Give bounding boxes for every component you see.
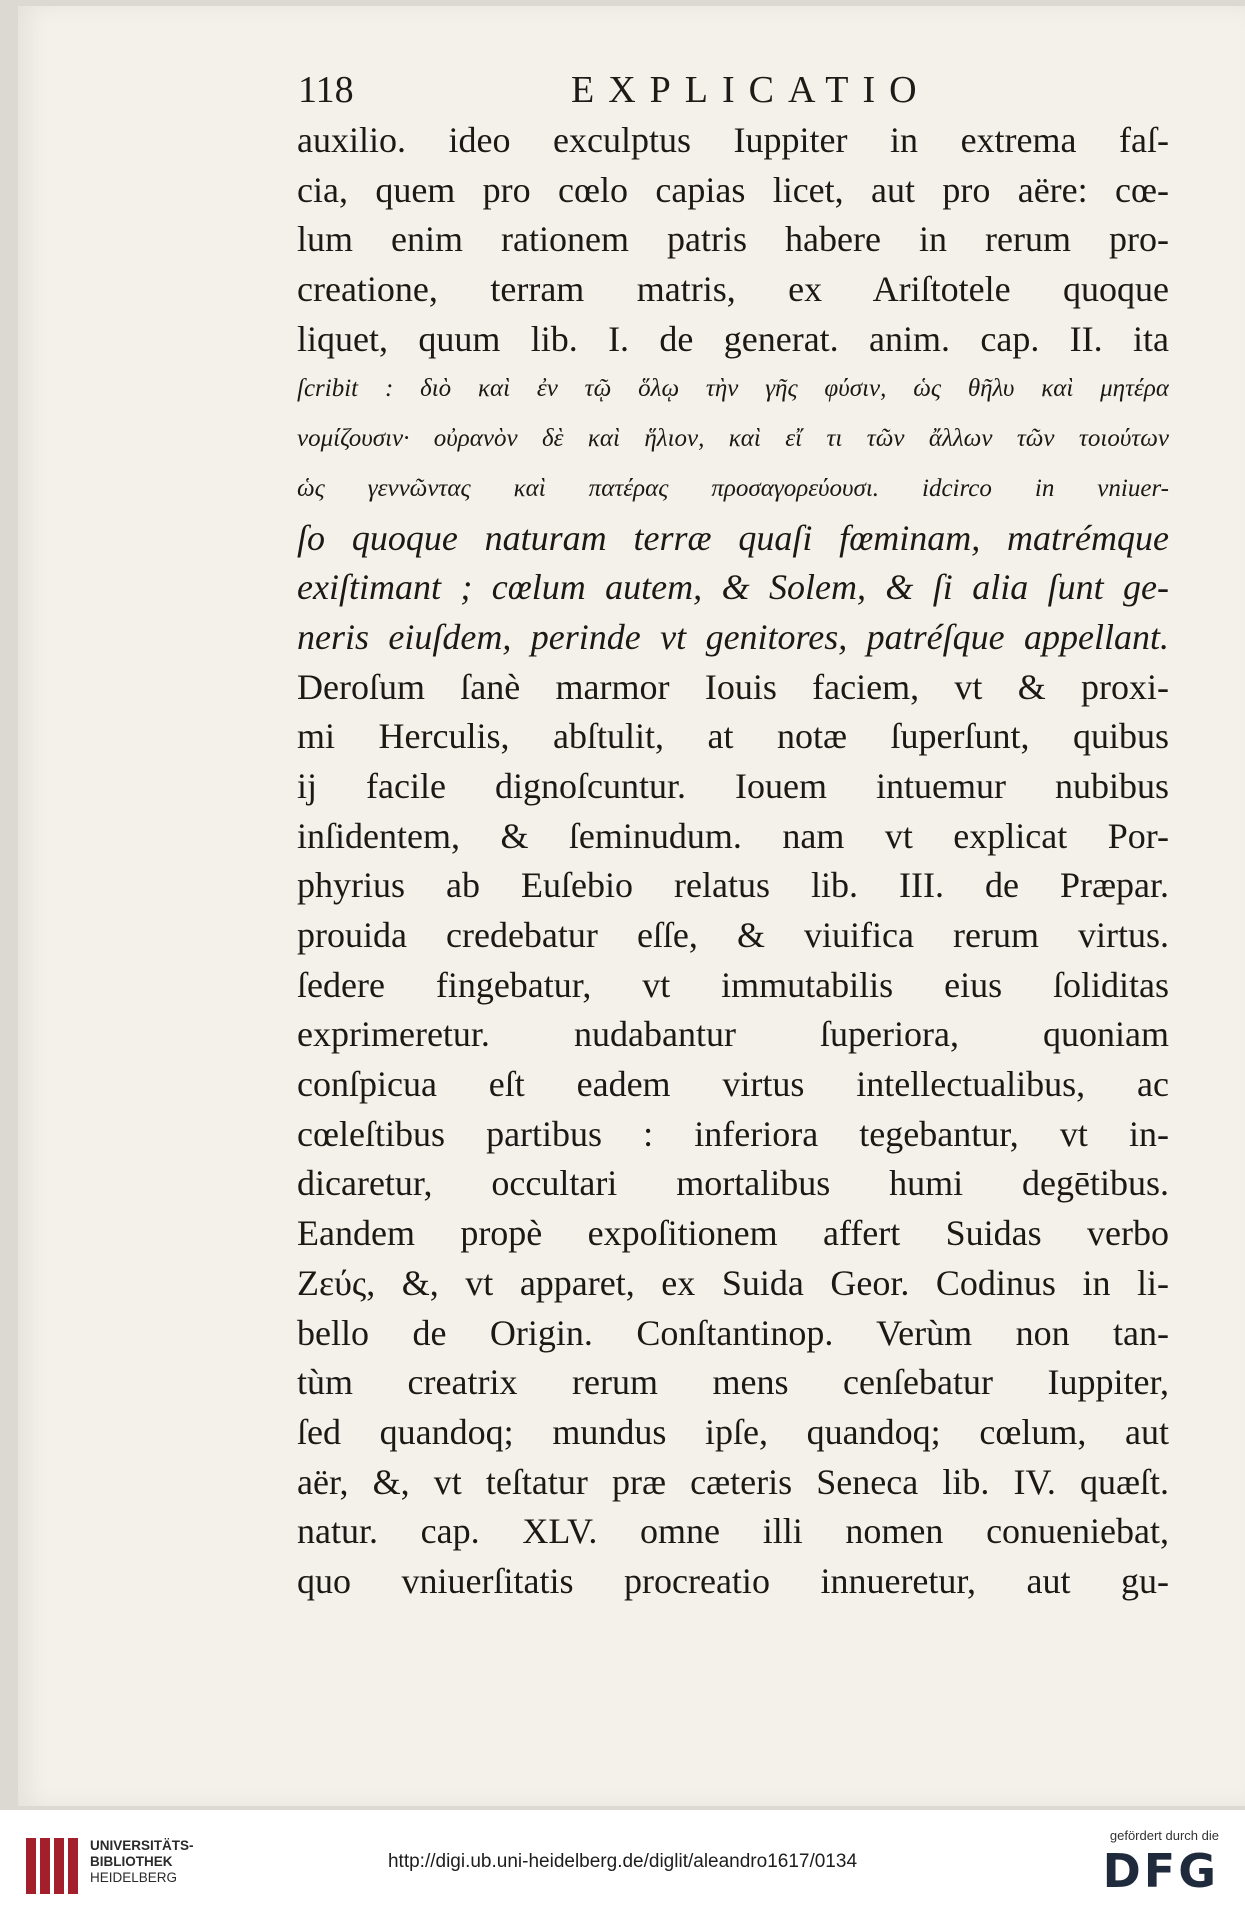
body-text <box>297 116 1169 1607</box>
text-line: mi Herculis, abſtulit, at notæ ſuperſunt, quibus <box>297 716 1169 757</box>
text-line: ij facile dignoſcuntur. Iouem intuemur nubibus <box>297 765 1169 806</box>
text-line: Deroſum ſanè marmor Iouis faciem, vt & proxi- <box>297 666 1169 707</box>
text-line: phyrius ab Euſebio relatus lib. III. de Præpar. <box>297 865 1169 906</box>
library-line-2: BIBLIOTHEK <box>90 1854 173 1869</box>
text-line: ſed quandoq; mundus ipſe, quandoq; cœlum, aut <box>297 1411 1169 1452</box>
text-line: νομίζουσιν· οὐρανὸν δὲ καὶ ἥλιον, καὶ εἴ τι τῶν ἄλλων τῶν τοιούτων <box>297 425 1169 453</box>
text-line: neris eiuſdem, perinde vt genitores, patréſque appellant. <box>297 616 1169 657</box>
library-line-1: UNIVERSITÄTS- <box>90 1838 194 1853</box>
dfg-logo: DFG <box>1102 1844 1219 1898</box>
text-line: lum enim rationem patris habere in rerum pro- <box>297 219 1169 260</box>
text-line: bello de Origin. Conſtantinop. Verùm non tan- <box>297 1312 1169 1353</box>
text-line: prouida credebatur eſſe, & viuifica rerum virtus. <box>297 915 1169 955</box>
text-line: tùm creatrix rerum mens cenſebatur Iuppiter, <box>297 1362 1169 1403</box>
text-line: natur. cap. XLV. omne illi nomen conueniebat, <box>297 1511 1169 1552</box>
text-line: creatione, terram matris, ex Ariſtotele quoque <box>297 269 1169 310</box>
text-line: exprimeretur. nudabantur ſuperiora, quoniam <box>297 1014 1169 1055</box>
text-line: cia, quem pro cœlo capias licet, aut pro aëre: cœ- <box>297 169 1169 210</box>
permalink-url[interactable]: http://digi.ub.uni-heidelberg.de/diglit/aleandro1617/0134 <box>387 1851 858 1872</box>
running-title: EXPLICATIO <box>571 69 931 111</box>
text-line: Eandem propè expoſitionem affert Suidas verbo <box>297 1213 1169 1254</box>
text-line: ſedere fingebatur, vt immutabilis eius ſoliditas <box>297 964 1169 1005</box>
text-line: Ζεύς, &, vt apparet, ex Suida Geor. Codinus in li- <box>297 1262 1169 1303</box>
text-line: exiſtimant ; cœlum autem, & Solem, & ſi alia ſunt ge- <box>297 567 1169 608</box>
text-line: inſidentem, & ſeminudum. nam vt explicat Por- <box>297 815 1169 856</box>
text-line: dicaretur, occultari mortalibus humi degētibus. <box>297 1163 1169 1204</box>
text-line: aër, &, vt teſtatur præ cæteris Seneca lib. IV. quæſt. <box>297 1461 1169 1502</box>
text-line: ὡς γεννῶντας καὶ πατέρας προσαγορεύουσι. idcirco in vniuer- <box>297 474 1169 502</box>
funding-note: gefördert durch die <box>1109 1828 1219 1843</box>
text-line: liquet, quum lib. I. de generat. anim. cap. II. ita <box>297 318 1169 359</box>
text-line: auxilio. ideo exculptus Iuppiter in extrema faſ- <box>297 120 1169 160</box>
library-line-3: HEIDELBERG <box>90 1870 178 1885</box>
text-line: conſpicua eſt eadem virtus intellectualibus, ac <box>297 1064 1169 1105</box>
text-line: ſcribit : διὸ καὶ ἐν τῷ ὅλῳ τὴν γῆς φύσιν, ὡς θῆλυ καὶ μητέρα <box>297 375 1169 403</box>
text-line: ſo quoque naturam terræ quaſi fœminam, matrémque <box>297 517 1169 558</box>
text-line: quo vniuerſitatis procreatio innueretur, aut gu- <box>297 1560 1169 1601</box>
text-line: cœleſtibus partibus : inferiora tegebantur, vt in- <box>297 1113 1169 1154</box>
page-number: 118 <box>298 69 354 111</box>
